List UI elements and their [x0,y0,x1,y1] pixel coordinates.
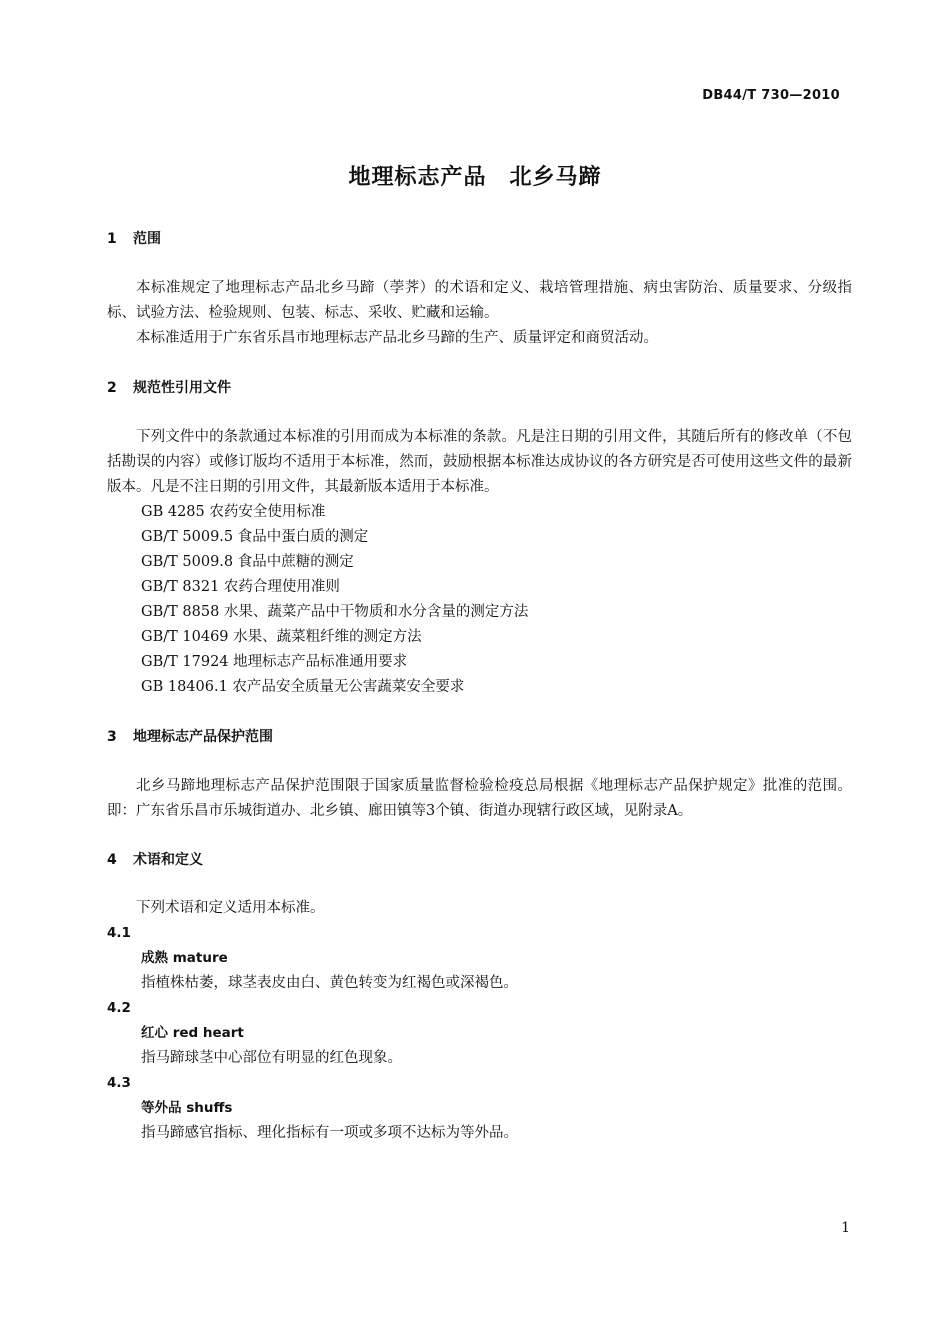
paragraph: 北乡马蹄地理标志产品保护范围限于国家质量监督检验检疫总局根据《地理标志产品保护规定》批准的范围。即：广东省乐昌市乐城街道办、北乡镇、廊田镇等3个镇、街道办现辖行政区域，见附录A。 [107,778,852,819]
section-number: 4 [107,852,117,868]
document-title: 地理标志产品 北乡马蹄 [348,165,602,190]
document-code: DB44/T 730—2010 [702,88,840,103]
section-heading-scope [107,228,852,250]
term-number: 4.3 [107,1075,131,1091]
reference-item: GB/T 17924 地理标志产品标准通用要求 [141,654,408,670]
term-definition: 指马蹄感官指标、理化指标有一项或多项不达标为等外品。 [141,1125,518,1141]
page-number: 1 [841,1220,850,1236]
paragraph: 本标准适用于广东省乐昌市地理标志产品北乡马蹄的生产、质量评定和商贸活动。 [136,330,658,346]
term-number: 4.2 [107,1000,131,1016]
term-number: 4.1 [107,925,131,941]
section-number: 3 [107,729,117,745]
paragraph: 下列术语和定义适用本标准。 [136,900,325,916]
reference-item: GB/T 5009.5 食品中蛋白质的测定 [141,529,369,545]
section-title: 地理标志产品保护范围 [133,729,273,745]
reference-item: GB 18406.1 农产品安全质量无公害蔬菜安全要求 [141,679,465,695]
reference-item: GB/T 8321 农药合理使用准则 [141,579,340,595]
section-title: 规范性引用文件 [133,380,231,396]
section-number: 2 [107,380,117,396]
section-heading-normative-references [107,377,852,399]
paragraph: 本标准规定了地理标志产品北乡马蹄（荸荠）的术语和定义、栽培管理措施、病虫害防治、质量要求、分级指标、试验方法、检验规则、包装、标志、采收、贮藏和运输。 [107,280,852,321]
section-heading-terms-definitions [107,849,852,871]
term-name: 等外品 shuffs [141,1100,233,1116]
section-number: 1 [107,231,117,247]
section-title: 范围 [133,231,161,247]
section-title: 术语和定义 [133,852,203,868]
term-name: 红心 red heart [141,1025,244,1041]
section-heading-protection-scope [107,726,852,748]
term-name: 成熟 mature [141,950,228,966]
term-definition: 指马蹄球茎中心部位有明显的红色现象。 [141,1050,402,1066]
paragraph: 下列文件中的条款通过本标准的引用而成为本标准的条款。凡是注日期的引用文件，其随后所有的修改单（不包括勘误的内容）或修订版均不适用于本标准，然而，鼓励根据本标准达成协议的各方研究是否可使用这些文件的最新版本。凡是不注日期的引用文件，其最新版本适用于本标准。 [107,429,852,495]
reference-item: GB 4285 农药安全使用标准 [141,504,326,520]
term-definition: 指植株枯萎，球茎表皮由白、黄色转变为红褐色或深褐色。 [141,975,518,991]
reference-item: GB/T 10469 水果、蔬菜粗纤维的测定方法 [141,629,422,645]
document-body [107,228,852,1146]
reference-item: GB/T 8858 水果、蔬菜产品中干物质和水分含量的测定方法 [141,604,529,620]
reference-item: GB/T 5009.8 食品中蔗糖的测定 [141,554,354,570]
